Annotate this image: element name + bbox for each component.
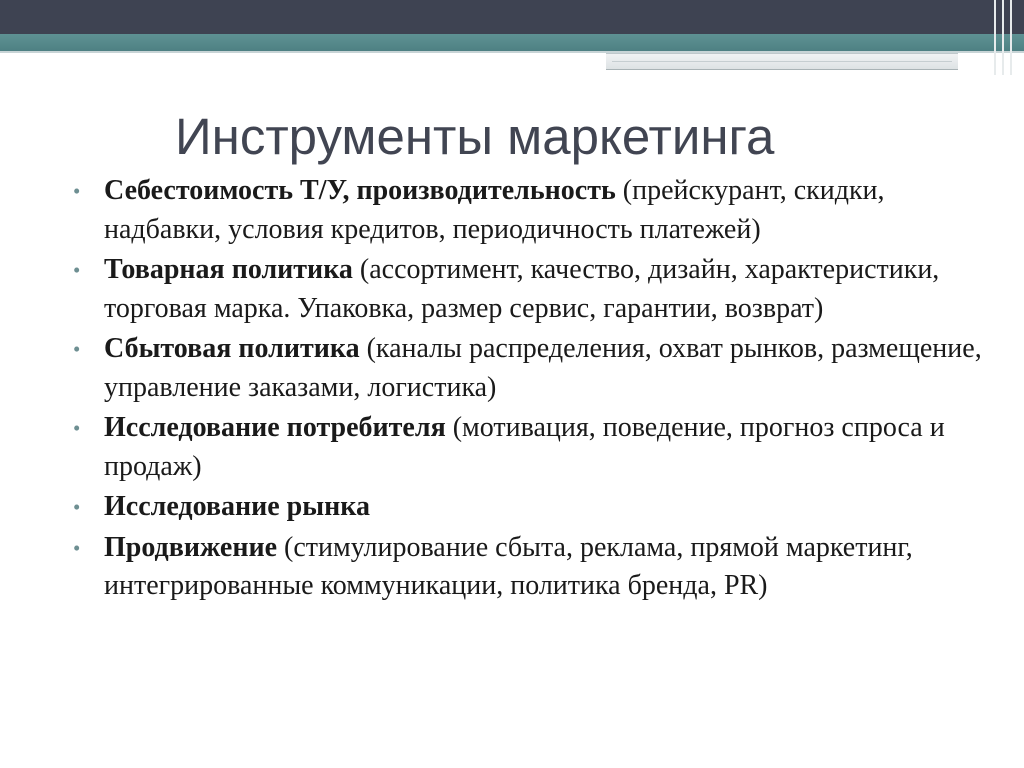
bullet-dot-icon: •	[73, 179, 81, 203]
bullet-term: Исследование рынка	[104, 491, 370, 522]
bullet-detail: (мотивация, поведение, прогноз спроса и продаж)	[104, 412, 945, 482]
bullet-item-product-policy	[66, 251, 986, 328]
bullet-term: Исследование потребителя	[104, 412, 446, 443]
bullet-term: Товарная политика	[104, 254, 353, 285]
bullet-list	[66, 172, 986, 608]
bullet-term: Себестоимость Т/У, производительность	[104, 175, 616, 206]
bullet-detail: (ассортимент, качество, дизайн, характеристики, торговая марка. Упаковка, размер сервис, гарантии, возврат)	[104, 254, 940, 324]
bullet-dot-icon: •	[73, 337, 81, 361]
bullet-dot-icon: •	[73, 416, 81, 440]
bullet-dot-icon: •	[73, 258, 81, 282]
bullet-item-market-research	[66, 488, 986, 527]
top-header-band	[0, 0, 1024, 34]
decorative-corner-lines	[990, 0, 1024, 75]
bullet-item-cost	[66, 172, 986, 249]
bullet-item-consumer-research	[66, 409, 986, 486]
bullet-detail: (каналы распределения, охват рынков, размещение, управление заказами, логистика)	[104, 333, 982, 403]
bullet-term: Продвижение	[104, 531, 278, 563]
bullet-detail: (прейскурант, скидки, надбавки, условия кредитов, периодичность платежей)	[104, 175, 885, 245]
bullet-dot-icon: •	[73, 535, 81, 560]
bullet-term: Сбытовая политика	[104, 333, 360, 364]
slide-title: Инструменты маркетинга	[175, 108, 775, 165]
bullet-dot-icon: •	[73, 495, 81, 519]
bullet-item-promotion	[66, 529, 986, 606]
bullet-item-sales-policy	[66, 330, 986, 407]
teal-accent-stripe	[0, 34, 1024, 51]
bullet-detail: (стимулирование сбыта, реклама, прямой маркетинг, интегрированные коммуникации, политика бренда, PR)	[104, 531, 913, 601]
decorative-tab-block	[606, 53, 958, 70]
